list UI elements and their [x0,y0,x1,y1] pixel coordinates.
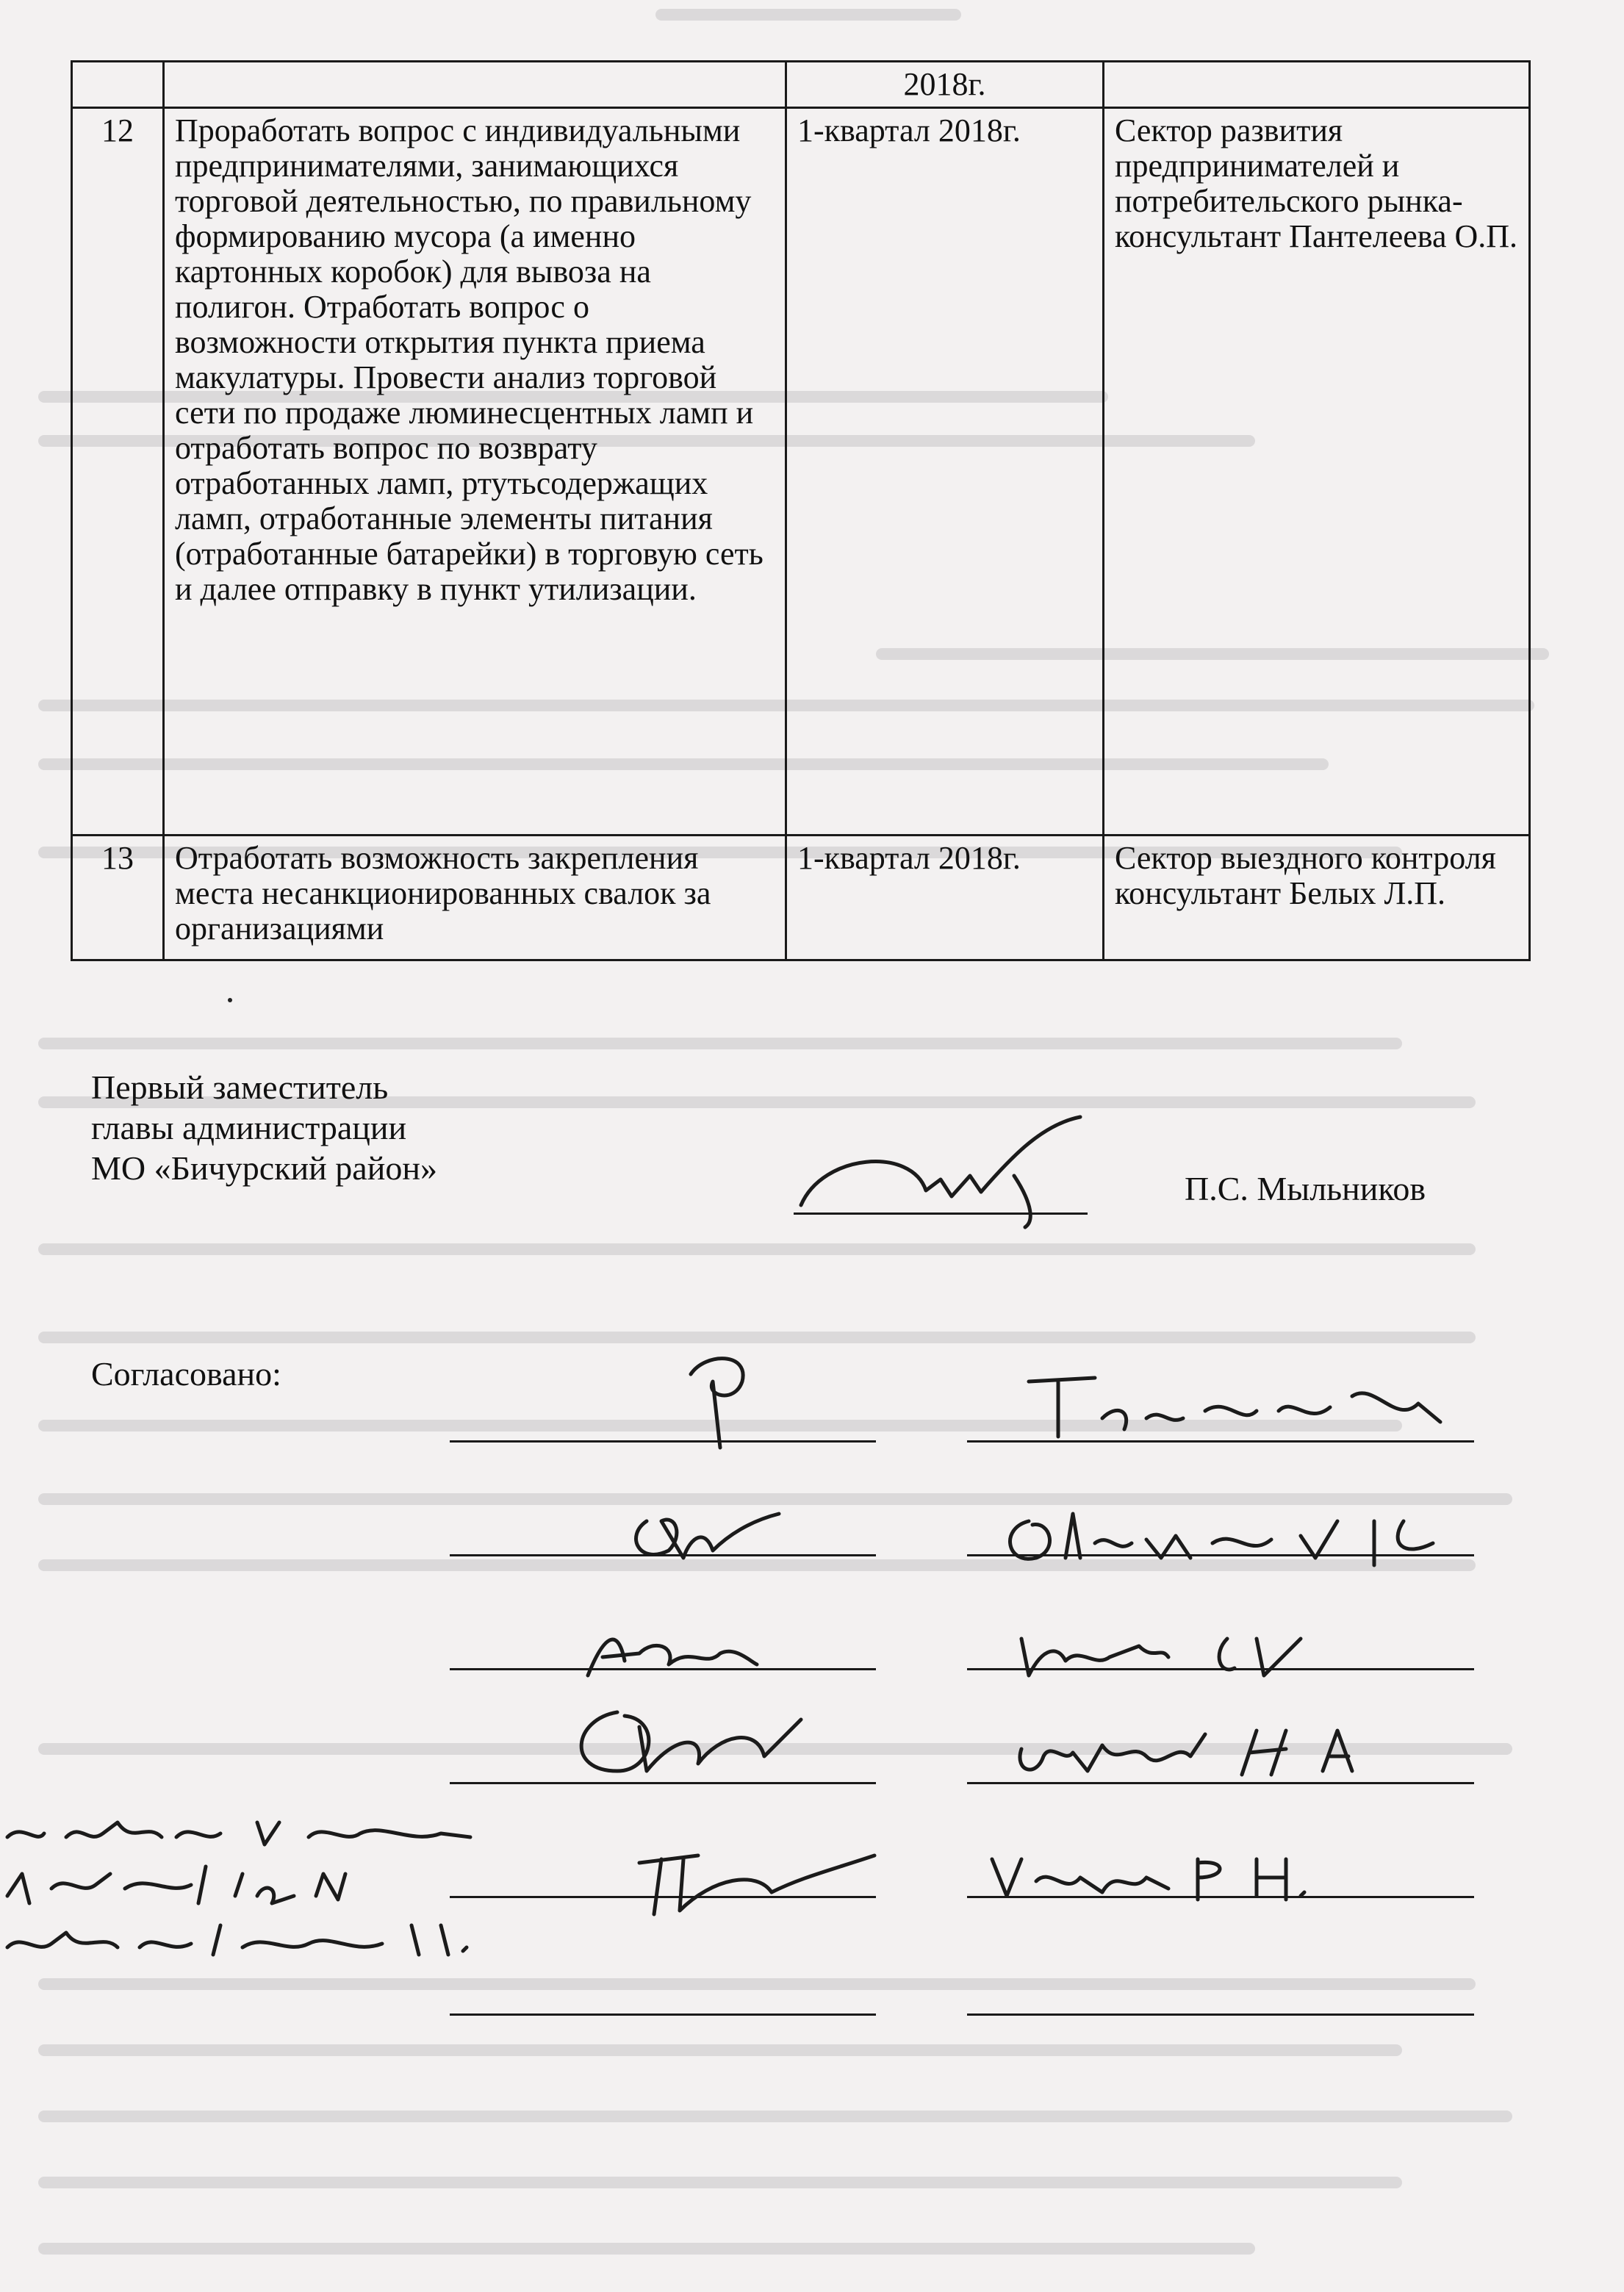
approval-signature-8 [1014,1617,1323,1683]
approval-line [450,2013,876,2016]
table-row [72,108,1530,836]
row-number: 13 [72,836,164,960]
table-row [72,62,1530,108]
approval-signature-6 [1014,1367,1455,1448]
responsible-cell: Сектор развития предпринимателей и потребительского рынка- консультант Пантелеева О.П. [1104,108,1530,836]
approval-signature-1 [661,1345,808,1455]
handwritten-note [0,1793,625,1962]
signatory-line-3: МО «Бичурский район» [91,1149,437,1187]
row-number [72,62,164,108]
task-cell: Отработать возможность закрепления места несанкционированных свалок за организациями [164,836,786,960]
approval-signature-5 [625,1841,882,1922]
first-deputy-signature [794,1110,1102,1235]
approval-label: Согласовано: [91,1355,281,1393]
plan-table [71,60,1531,961]
stray-mark [228,998,232,1002]
approval-line [967,2013,1474,2016]
approval-signature-3 [573,1617,764,1683]
responsible-cell [1104,62,1530,108]
table-row [72,836,1530,960]
approval-signature-7 [992,1499,1462,1573]
term-cell: 2018г. [786,62,1104,108]
row-number: 12 [72,108,164,836]
signatory-title [91,1067,437,1188]
approval-signature-9 [1007,1712,1448,1786]
approval-signature-4 [558,1690,852,1793]
task-cell: Проработать вопрос с индивидуальными предпринимателями, занимающихся торговой деятельностью, по правильному формированию мусора (а именно картонных коробок) для вывоза на полигон. Отработать вопрос о возможности открытия пункта приема макулатуры. Провести анализ торговой сети по продаже люминесцентных ламп и отработать вопрос по возврату отработанных ламп, ртутьсодержащих ламп, отработанные элементы питания (отработанные батарейки) в торговую сеть и далее отправку в пункт утилизации. [164,108,786,836]
signatory-name: П.С. Мыльников [1185,1170,1426,1207]
term-cell: 1-квартал 2018г. [786,108,1104,836]
approval-signature-2 [617,1492,794,1573]
responsible-cell: Сектор выездного контроля консультант Белых Л.П. [1104,836,1530,960]
signatory-line-1: Первый заместитель [91,1068,389,1106]
task-cell [164,62,786,108]
signatory-line-2: главы администрации [91,1109,407,1146]
term-cell: 1-квартал 2018г. [786,836,1104,960]
approval-signature-10 [977,1837,1367,1903]
